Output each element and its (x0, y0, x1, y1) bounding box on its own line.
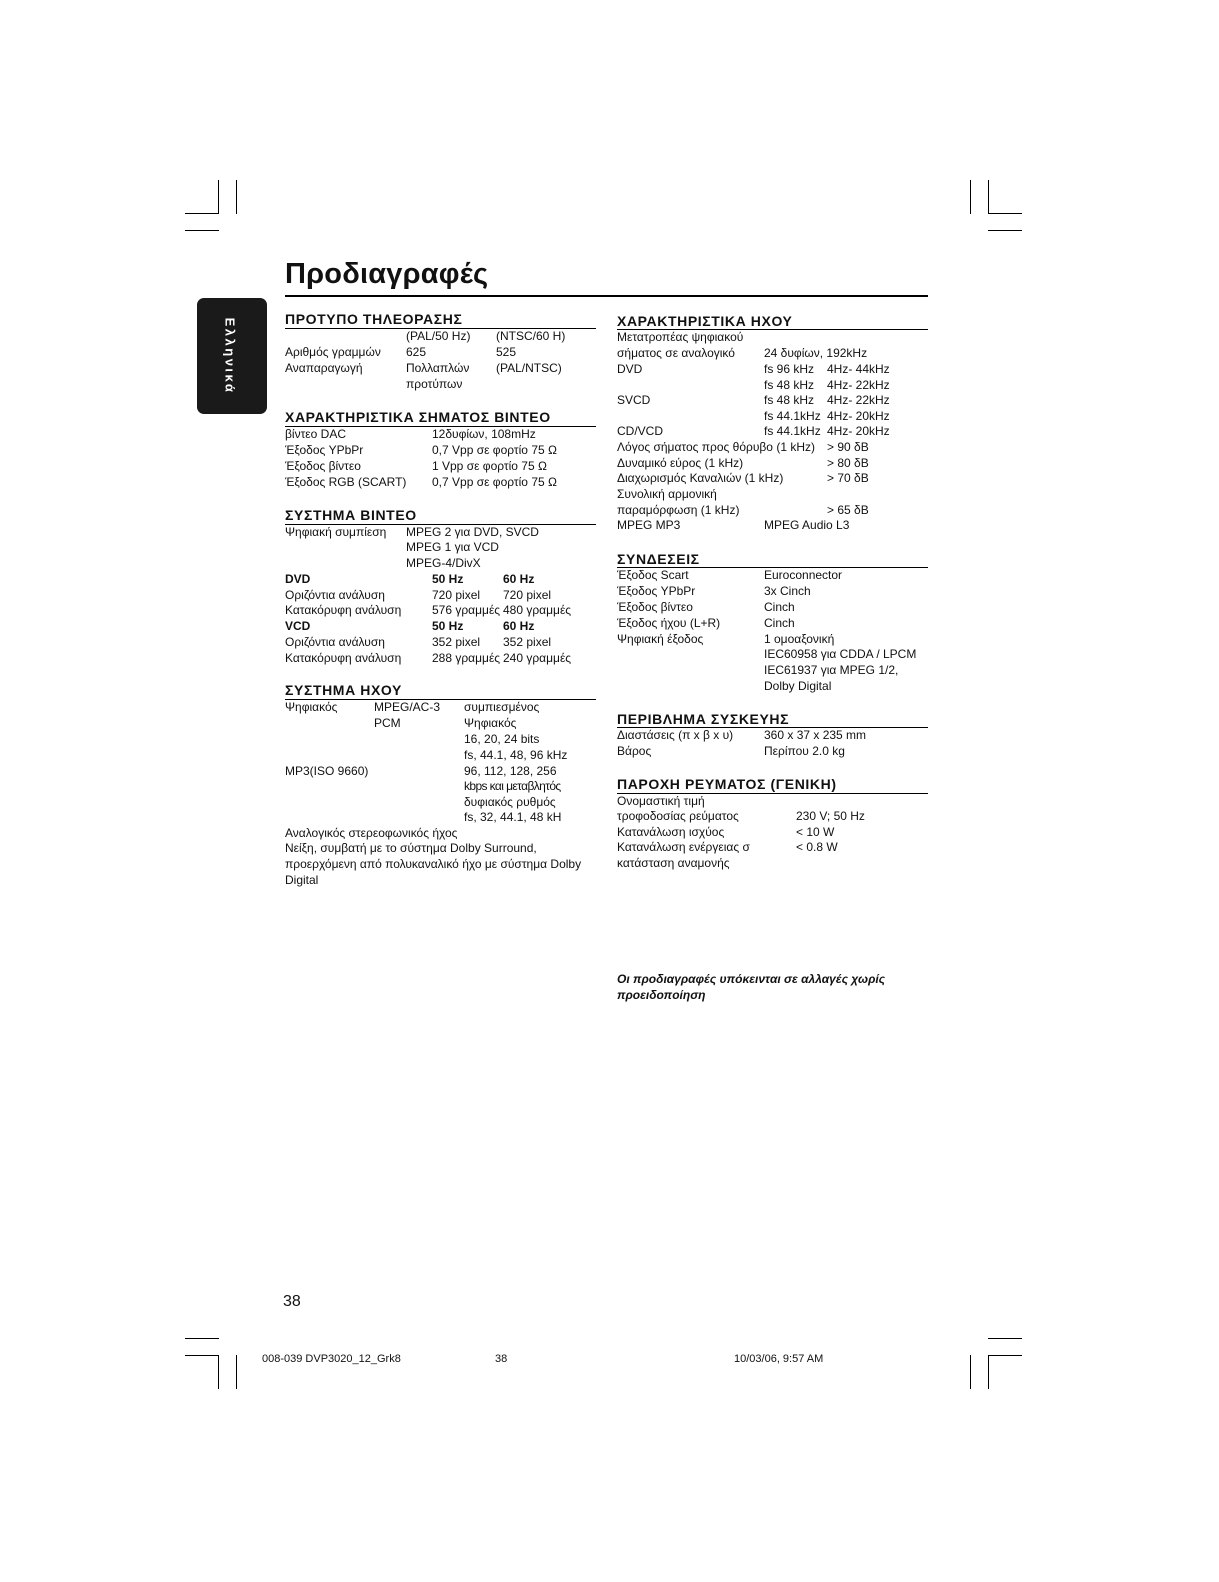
spec-value: 360 x 37 x 235 mm (764, 728, 867, 742)
spec-value: Dolby Digital (764, 679, 832, 693)
spec-label: CD/VCD (617, 424, 664, 438)
spec-value: IEC60958 για CDDA / LPCM (764, 647, 917, 661)
spec-value: fs, 32, 44.1, 48 kH (464, 810, 562, 824)
spec-label: MPEG MP3 (617, 518, 681, 532)
spec-label: Έξοδος ήχου (L+R) (617, 616, 721, 630)
spec-label: Ονομαστική τιμή (617, 794, 705, 808)
spec-label: DVD (617, 362, 643, 376)
spec-label: Ψηφιακή έξοδος (617, 632, 704, 646)
spec-value: fs 44.1kHz (764, 424, 821, 438)
spec-value: 352 pixel (432, 635, 481, 649)
spec-value: 1 ομοαξονική (764, 632, 835, 646)
section-title-cabinet: ΠΕΡΙΒΛΗΜΑ ΣΥΣΚΕΥΗΣ (617, 711, 790, 727)
spec-value: < 0.8 W (796, 840, 838, 854)
spec-label: Ψηφιακός (285, 700, 338, 714)
spec-label: Έξοδος YPbPr (285, 443, 364, 457)
spec-value: MPEG 2 για DVD, SVCD (406, 525, 539, 539)
crop-mark (970, 180, 971, 214)
spec-text: Αναλογικός στερεοφωνικός ήχος (285, 826, 458, 840)
spec-label: Κατανάλωση ενέργειας σ (617, 840, 750, 854)
spec-value: (PAL/NTSC) (496, 361, 562, 375)
spec-label: Έξοδος βίντεο (285, 459, 361, 473)
spec-value: Cinch (764, 600, 795, 614)
tv-col-pal: (PAL/50 Hz) (406, 329, 471, 343)
spec-label: Έξοδος YPbPr (617, 584, 696, 598)
section-title-audio-system: ΣΥΣΤΗΜΑ ΗΧΟΥ (285, 682, 402, 698)
crop-mark (988, 1355, 1022, 1356)
spec-value: 525 (496, 345, 517, 359)
section-title-power: ΠΑΡΟΧΗ ΡΕΥΜΑΤΟΣ (ΓΕΝΙΚΗ) (617, 776, 837, 792)
spec-value: kbps και μεταβλητός (464, 779, 561, 793)
spec-label: Αναπαραγωγή (285, 361, 363, 375)
spec-label: Διαχωρισμός Καναλιών (1 kHz) (617, 471, 784, 485)
spec-label: MPEG/AC-3 (374, 700, 441, 714)
crop-mark (988, 230, 1022, 231)
spec-value: Cinch (764, 616, 795, 630)
spec-label: τροφοδοσίας ρεύματος (617, 809, 739, 823)
spec-label: Έξοδος RGB (SCART) (285, 475, 407, 489)
spec-value: 4Hz- 22kHz (827, 378, 890, 392)
spec-value: 4Hz- 20kHz (827, 424, 890, 438)
spec-label: Λόγος σήματος προς θόρυβο (1 kHz) (617, 440, 815, 454)
spec-label: Έξοδος βίντεο (617, 600, 693, 614)
spec-label: Διαστάσεις (π x β x υ) (617, 728, 734, 742)
section-title-connections: ΣΥΝΔΕΣΕΙΣ (617, 551, 700, 567)
spec-value: 4Hz- 22kHz (827, 393, 890, 407)
spec-label: Συνολική αρμονική (617, 487, 717, 501)
spec-subheading: VCD (285, 619, 311, 633)
spec-label: παραμόρφωση (1 kHz) (617, 503, 740, 517)
spec-value: 480 γραμμές (503, 603, 572, 617)
spec-value: fs 96 kHz (764, 362, 815, 376)
spec-value: < 10 W (796, 825, 835, 839)
spec-value: > 90 δB (827, 440, 869, 454)
crop-mark (185, 1355, 219, 1356)
spec-value: 230 V; 50 Hz (796, 809, 865, 823)
spec-subheading: 60 Hz (503, 619, 535, 633)
spec-text: Νείξη, συμβατή με το σύστημα Dolby Surround, (285, 841, 537, 855)
spec-label: κατάσταση αναμονής (617, 856, 730, 870)
spec-label: Οριζόντια ανάλυση (285, 635, 385, 649)
spec-label: Μετατροπέας ψηφιακού (617, 330, 744, 344)
footer-page: 38 (495, 1353, 508, 1365)
spec-value: > 70 δB (827, 471, 869, 485)
spec-value: Euroconnector (764, 568, 843, 582)
spec-label: Κατακόρυφη ανάλυση (285, 651, 402, 665)
section-title-tv: ΠΡΟΤΥΠΟ ΤΗΛΕΟΡΑΣΗΣ (285, 311, 463, 327)
spec-value: προτύπων (406, 377, 463, 391)
spec-label: Δυναμικό εύρος (1 kHz) (617, 456, 744, 470)
spec-value: 4Hz- 44kHz (827, 362, 890, 376)
spec-value: 720 pixel (432, 588, 481, 602)
language-tab-label: Ελληνικά (222, 317, 238, 395)
spec-value: > 80 δB (827, 456, 869, 470)
spec-subheading: 60 Hz (503, 572, 535, 586)
spec-value: fs, 44.1, 48, 96 kHz (464, 748, 568, 762)
spec-value: > 65 δB (827, 503, 869, 517)
spec-value: 288 γραμμές (432, 651, 501, 665)
spec-value: MPEG 1 για VCD (406, 540, 499, 554)
crop-mark (988, 1355, 989, 1389)
crop-mark (218, 180, 219, 214)
crop-mark (236, 180, 237, 214)
spec-value: συμπιεσμένος (464, 700, 540, 714)
section-title-video-signal: ΧΑΡΑΚΤΗΡΙΣΤΙΚΑ ΣΗΜΑΤΟΣ ΒΙΝΤΕΟ (285, 409, 551, 425)
spec-value: 0,7 Vpp σε φορτίο 75 Ω (432, 475, 557, 489)
spec-value: 625 (406, 345, 427, 359)
spec-label: Αριθμός γραμμών (285, 345, 381, 359)
spec-value: 16, 20, 24 bits (464, 732, 540, 746)
crop-mark (988, 180, 989, 214)
spec-value: 3x Cinch (764, 584, 811, 598)
spec-label: Βάρος (617, 744, 652, 758)
spec-subheading: 50 Hz (432, 572, 464, 586)
spec-value: 24 δυφίων, 192kHz (764, 346, 868, 360)
spec-label: Κατανάλωση ισχύος (617, 825, 725, 839)
spec-text: Digital (285, 873, 319, 887)
page-number: 38 (283, 1293, 301, 1310)
title-rule (285, 295, 928, 297)
spec-subheading: 50 Hz (432, 619, 464, 633)
spec-value: 576 γραμμές (432, 603, 501, 617)
spec-value: 12δυφίων, 108mHz (432, 427, 536, 441)
section-title-audio: ΧΑΡΑΚΤΗΡΙΣΤΙΚΑ ΗΧΟΥ (617, 313, 793, 329)
spec-label: MP3(ISO 9660) (285, 764, 369, 778)
crop-mark (988, 213, 1022, 214)
spec-value: 1 Vpp σε φορτίο 75 Ω (432, 459, 547, 473)
spec-value: 720 pixel (503, 588, 552, 602)
spec-label: Κατακόρυφη ανάλυση (285, 603, 402, 617)
spec-value: fs 48 kHz (764, 393, 815, 407)
crop-mark (185, 230, 219, 231)
section-title-video-system: ΣΥΣΤΗΜΑ ΒΙΝΤΕΟ (285, 507, 417, 523)
spec-value: Πολλαπλών (406, 361, 470, 375)
crop-mark (988, 1338, 1022, 1339)
spec-label: σήματος σε αναλογικό (617, 346, 735, 360)
footer-timestamp: 10/03/06, 9:57 AM (734, 1353, 824, 1365)
spec-label: Οριζόντια ανάλυση (285, 588, 385, 602)
tv-col-ntsc: (NTSC/60 H) (496, 329, 566, 343)
crop-mark (236, 1355, 237, 1389)
spec-subheading: DVD (285, 572, 311, 586)
crop-mark (970, 1355, 971, 1389)
spec-value: Ψηφιακός (464, 716, 517, 730)
spec-text: προερχόμενη από πολυκαναλικό ήχο με σύστημα Dolby (285, 857, 582, 871)
spec-value: 4Hz- 20kHz (827, 409, 890, 423)
spec-label: βίντεο DAC (285, 427, 347, 441)
spec-value: fs 44.1kHz (764, 409, 821, 423)
crop-mark (185, 213, 219, 214)
footer-file: 008-039 DVP3020_12_Grk8 (262, 1353, 401, 1365)
specs-change-note: Οι προδιαγραφές υπόκεινται σε αλλαγές χωρίς προειδοποίηση (617, 972, 886, 1002)
crop-mark (218, 1355, 219, 1389)
spec-value: MPEG Audio L3 (764, 518, 850, 532)
spec-label: SVCD (617, 393, 651, 407)
page-title: Προδιαγραφές (285, 258, 489, 290)
spec-value: 96, 112, 128, 256 (464, 764, 557, 778)
spec-label: Ψηφιακή συμπίεση (285, 525, 387, 539)
spec-label: PCM (374, 716, 401, 730)
spec-value: 240 γραμμές (503, 651, 572, 665)
spec-value: MPEG-4/DivX (406, 556, 481, 570)
spec-value: fs 48 kHz (764, 378, 815, 392)
spec-value: IEC61937 για MPEG 1/2, (764, 663, 899, 677)
spec-value: δυφιακός ρυθμός (464, 795, 556, 809)
spec-value: 352 pixel (503, 635, 552, 649)
spec-label: Έξοδος Scart (617, 568, 689, 582)
crop-mark (185, 1338, 219, 1339)
spec-value: Περίπου 2.0 kg (764, 744, 845, 758)
spec-value: 0,7 Vpp σε φορτίο 75 Ω (432, 443, 557, 457)
